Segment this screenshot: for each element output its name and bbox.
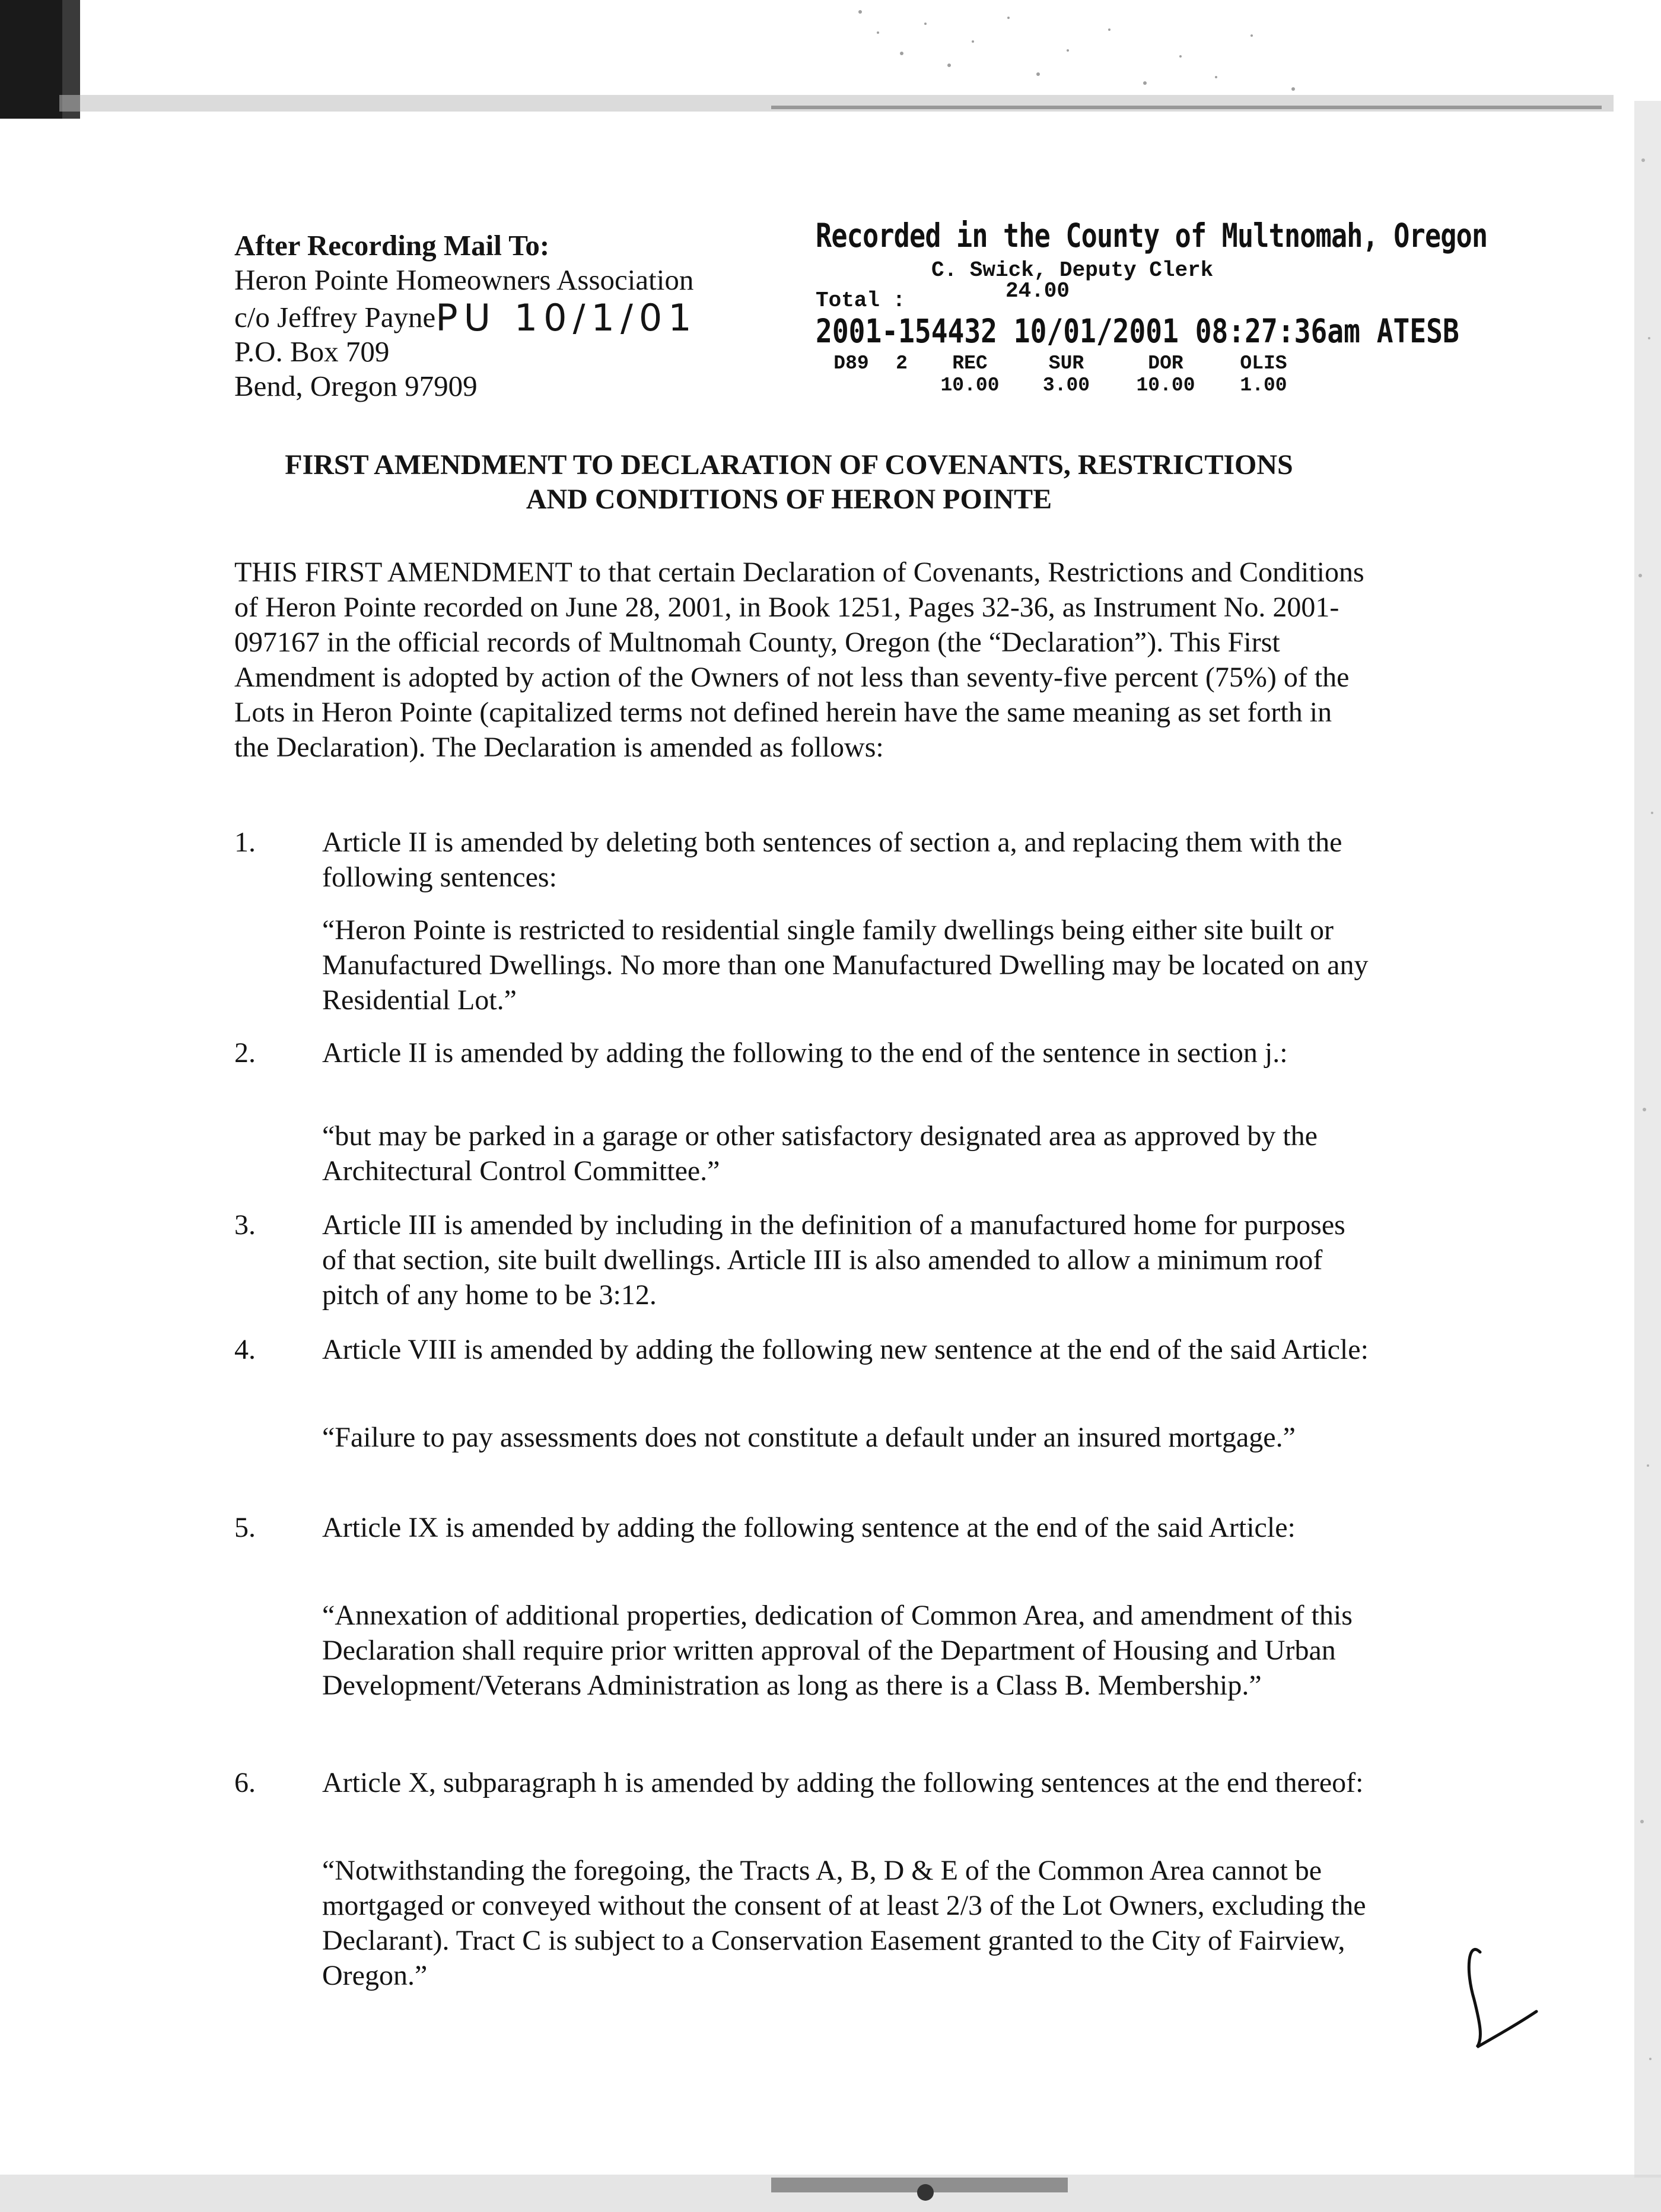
handwritten-page-number (1462, 1934, 1539, 2053)
item-quote: “Heron Pointe is restricted to residential single family dwellings being either site built or Manufactured Dwellings. No more than one Manufactured Dwelling may be located on any Residential Lot.” (322, 914, 1369, 1016)
fee-value: 10.00 (940, 374, 1000, 396)
item-number: 6. (234, 1767, 256, 1798)
recording-stamp-title: Recorded in the County of Multnomah, Oregon (816, 217, 1488, 255)
item-number: 5. (234, 1512, 256, 1543)
mail-to-block (234, 228, 768, 403)
document-title-line: AND CONDITIONS OF HERON POINTE (526, 484, 1052, 515)
item-text: Article II is amended by deleting both sentences of section a, and replacing them with the following sentences: (322, 827, 1342, 893)
fee-label: SUR (1048, 352, 1084, 374)
scan-edge-right (1602, 101, 1661, 2178)
item-text: Article X, subparagraph h is amended by adding the following sentences at the end thereof: (322, 1767, 1364, 1798)
fee-value: 3.00 (1042, 374, 1090, 396)
fee-value: 10.00 (1136, 374, 1195, 396)
item-text: Article III is amended by including in the definition of a manufactured home for purposes of that section, site built dwellings. Article III is also amended to allow a minimum roof pitch of any home to be 3:12. (322, 1209, 1345, 1311)
item-number: 2. (234, 1037, 256, 1069)
fee-values-row (816, 374, 1456, 396)
mail-to-line-text: c/o Jeffrey Payne (234, 301, 436, 333)
total-label: Total : (816, 288, 906, 313)
item-text: Article II is amended by adding the following to the end of the sentence in section j.: (322, 1037, 1288, 1069)
scan-edge-top (0, 0, 1661, 125)
fee-value (816, 374, 887, 396)
fee-label: D89 (833, 352, 869, 374)
fee-table (816, 352, 1456, 396)
fee-label: DOR (1148, 352, 1183, 374)
total-amount: 24.00 (1005, 279, 1070, 303)
fee-label: OLIS (1240, 352, 1287, 374)
fee-label: REC (952, 352, 988, 374)
mail-to-line: Heron Pointe Homeowners Association (234, 263, 694, 296)
recording-stamp-total (816, 279, 1456, 313)
recording-stamp-clerk: C. Swick, Deputy Clerk (931, 258, 1214, 282)
mail-to-line (234, 296, 768, 339)
item-text: Article IX is amended by adding the following sentence at the end of the said Article: (322, 1512, 1296, 1543)
fee-labels-row (816, 352, 1456, 374)
document-title (196, 448, 1382, 517)
fee-label: 2 (896, 352, 908, 374)
mail-to-line: Bend, Oregon 97909 (234, 370, 478, 402)
recording-stamp (816, 217, 1488, 396)
item-number: 3. (234, 1209, 256, 1241)
instrument-number-line: 2001-154432 10/01/2001 08:27:36am ATESB (816, 312, 1459, 350)
intro-paragraph: THIS FIRST AMENDMENT to that certain Declaration of Covenants, Restrictions and Conditions of Heron Pointe recorded on June 28, 2001, in Book 1251, Pages 32-36, as Instrument No. 2001-097167 in the official records of Multnomah County, Oregon (the “Declaration”). This First Amendment is adopted by action of the Owners of not less than seventy-five percent (75%) of the Lots in Heron Pointe (capitalized terms not defined herein have the same meaning as set forth in the Declaration). The Declaration is amended as follows: (234, 557, 1364, 763)
handwritten-reference: PU 10/1/01 (435, 296, 698, 339)
item-text: Article VIII is amended by adding the following new sentence at the end of the said Article: (322, 1334, 1369, 1365)
item-quote: “but may be parked in a garage or other satisfactory designated area as approved by the Architectural Control Committee.” (322, 1120, 1318, 1187)
item-number: 4. (234, 1334, 256, 1365)
item-quote: “Annexation of additional properties, dedication of Common Area, and amendment of this Declaration shall require prior written approval of the Department of Housing and Urban Development/Veterans Administration as long as there is a Class B. Membership.” (322, 1600, 1353, 1701)
scan-edge-bottom (0, 2169, 1661, 2212)
fee-value (887, 374, 917, 396)
mail-to-line: P.O. Box 709 (234, 335, 390, 368)
item-quote: “Notwithstanding the foregoing, the Tracts A, B, D & E of the Common Area cannot be mortgaged or conveyed without the consent of at least 2/3 of the Lot Owners, excluding the Declarant). Tract C is subject to a Conservation Easement granted to the City of Fairview, Oregon.” (322, 1855, 1366, 1991)
fee-value: 1.00 (1240, 374, 1287, 396)
item-number: 1. (234, 827, 256, 858)
document-title-line: FIRST AMENDMENT TO DECLARATION OF COVENANTS, RESTRICTIONS (285, 449, 1293, 481)
mail-to-title: After Recording Mail To: (234, 229, 550, 262)
item-quote: “Failure to pay assessments does not constitute a default under an insured mortgage.” (322, 1422, 1296, 1453)
